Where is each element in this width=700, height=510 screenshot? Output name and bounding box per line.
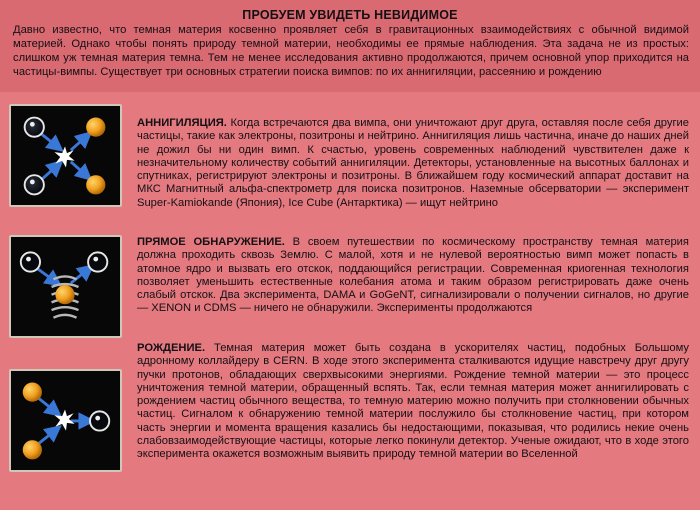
section-heading: АННИГИЛЯЦИЯ. [137, 117, 227, 129]
section-text: Темная материя может быть создана в ускорителях частиц, подобных Большому адронному коллайдеру в CERN. В ходе этого эксперимента сталкиваются идущие навстречу друг другу пучки протонов, обладающих сверхвысокими энергиями. Рождение темной материи — это процесс уничтожения темной материи, обращенный вспять. Так, если темная материя может аннигилировать с рождением частиц обычного вещества, то темную материю можно получить при столкновении обычных частиц. Сигналом к обнаружению темной материи послужило бы столкновение частиц, при котором часть энергии и момента вращения казались бы недостающими, показывая, что родились некие очень слабовзаимодействующие частицы, которые легко покинули детектор. Ученые ожидают, что в ходе этого эксперимента окажется возможным выявить природу темной материи во Вселенной [137, 342, 689, 461]
section-text: Когда встречаются два вимпа, они уничтожают друг друга, оставляя после себя другие частицы, такие как электроны, позитроны и нейтрино. Аннигиляция лишь частична, иначе до наших дней не дожил бы ни один вимп. К счастью, уровень современных наблюдений чувствителен даже к незначительному количеству событий аннигиляции. Детекторы, установленные на высотных баллонах и спутниках, регистрируют электроны и позитроны. В ближайшем году космический аппарат доставит на МКС Магнитный альфа-спектрометр для поиска позитронов. Наземные обсерватории — эксперимент Super-Kamiokande (Япония), Ice Cube (Антарктика) — ищут нейтрино [137, 117, 689, 209]
section-direct-detection [137, 236, 689, 316]
annihilation-icon [9, 104, 122, 207]
direct-detection-icon [9, 235, 122, 338]
production-icon [9, 369, 122, 472]
section-text: В своем путешествии по космическому пространству темная материя должна проходить сквозь Землю. С малой, хотя и не нулевой вероятностью вимп может попасть в атомное ядро и вызвать его отскок, поддающийся регистрации. Современная криогенная технология позволяет уменьшить естественные колебания атома и таким образом регистрировать даже очень слабый отскок. Два эксперимента, DAMA и GoGeNT, сигнализировали о получении сигналов, но другие — XENON и CDMS — ничего не обнаружили. Эксперименты продолжаются [137, 236, 689, 315]
article-title: ПРОБУЕМ УВИДЕТЬ НЕВИДИМОЕ [242, 8, 458, 22]
section-annihilation [137, 117, 689, 210]
section-heading: ПРЯМОЕ ОБНАРУЖЕНИЕ. [137, 236, 285, 248]
section-heading: РОЖДЕНИЕ. [137, 342, 206, 354]
section-production [137, 342, 689, 462]
intro-paragraph: Давно известно, что темная материя косвенно проявляет себя в гравитационных взаимодействиях с обычной видимой материей. Однако чтобы понять природу темной материи, необходимы ее прямые наблюдения. Эта задача не из простых: слишком уж темная материя темна. Тем не менее исследования активно продолжаются, причем основной упор приходится на частицы-вимпы. Существует три основных стратегии поиска вимпов: по их аннигиляции, рассеянию и рождению [13, 24, 689, 78]
